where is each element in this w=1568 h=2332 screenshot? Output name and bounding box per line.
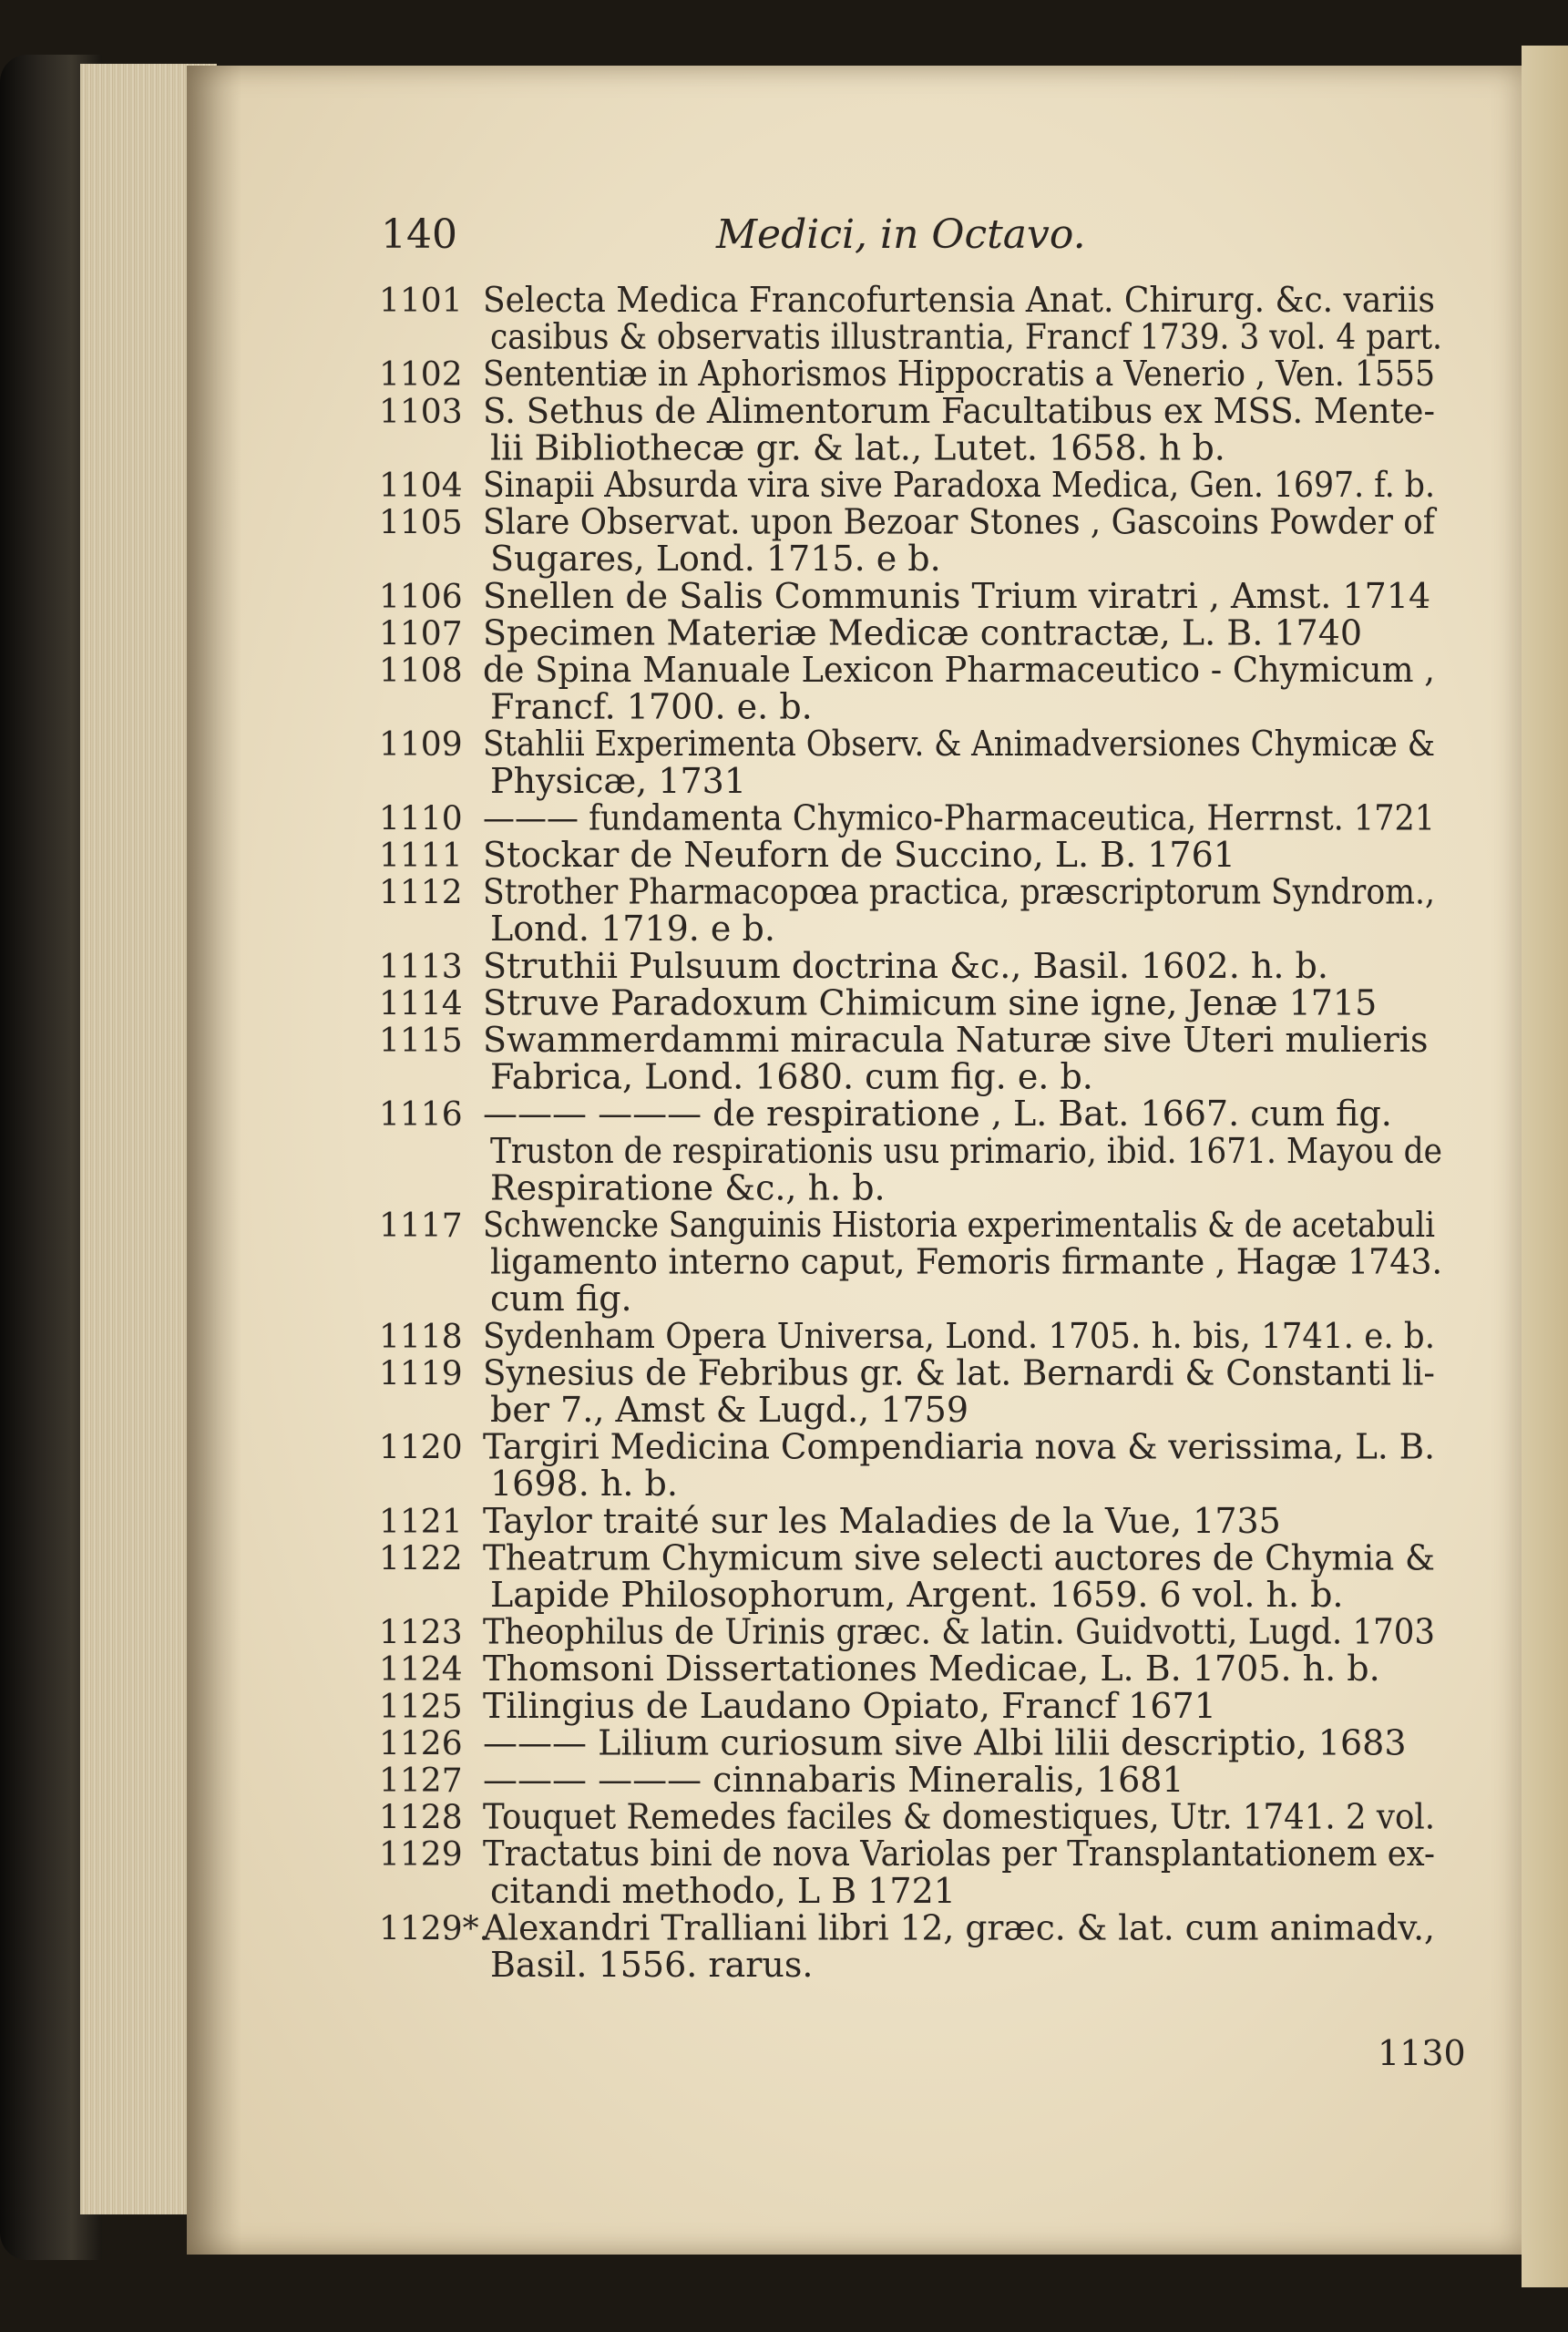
entry-text-line: cum fig.: [490, 1279, 632, 1320]
entry-number: 1105: [379, 504, 463, 542]
entry-number: 1102: [379, 356, 463, 395]
catalogue-entry: [379, 1316, 1435, 1356]
entry-text-line: Selecta Medica Francofurtensia Anat. Chirurg. &c. variis: [483, 280, 1435, 320]
catalogue-entry: [379, 1797, 1435, 1837]
entry-text-line: Stahlii Experimenta Observ. & Animadversiones Chymicæ &: [483, 724, 1435, 765]
next-page-edge: [1522, 46, 1568, 2287]
entry-text-line: Stockar de Neuforn de Succino, L. B. 1761: [483, 835, 1235, 875]
entry-number: 1128: [379, 1799, 463, 1837]
page-number: 140: [381, 211, 457, 258]
entry-text-line: Theatrum Chymicum sive selecti auctores de Chymia &: [483, 1537, 1435, 1578]
entry-number: 1111: [379, 837, 463, 875]
entry-number: 1119: [379, 1355, 463, 1393]
catalogue-entry: [379, 797, 1435, 837]
entry-text-line: Theophilus de Urinis græc. & latin. Guidvotti, Lugd. 1703: [483, 1611, 1435, 1652]
entry-text-line: Sugares, Lond. 1715. e b.: [490, 539, 941, 580]
entry-number: 1103: [379, 393, 463, 431]
entry-text-line: Schwencke Sanguinis Historia experimentalis & de acetabuli: [483, 1205, 1435, 1245]
catalogue-entry: [379, 835, 1235, 875]
catalogue-entry: [379, 612, 1362, 652]
entry-number: 1101: [379, 283, 463, 320]
entry-text-line: Fabrica, Lond. 1680. cum fig. e. b.: [490, 1056, 1093, 1097]
entry-number: 1113: [379, 948, 463, 986]
entry-number: 1115: [379, 1022, 463, 1060]
entry-text-line: ——— ——— de respiratione , L. Bat. 1667. cum fig.: [483, 1094, 1392, 1135]
entry-text-line: Physicæ, 1731: [490, 760, 747, 801]
entry-text-line: Swammerdammi miracula Naturæ sive Uteri mulieris: [483, 1020, 1429, 1060]
catalogue-entry: [379, 1501, 1281, 1541]
entry-text-line: Synesius de Febribus gr. & lat. Bernardi & Constanti li-: [483, 1352, 1435, 1393]
entry-number: 1129*.: [379, 1910, 490, 1948]
catalogue-entry: [379, 465, 1435, 505]
entry-text-line: Truston de respirationis usu primario, ibid. 1671. Mayou de: [490, 1130, 1442, 1171]
entry-text-line: Sydenham Opera Universa, Lond. 1705. h. bis, 1741. e. b.: [483, 1315, 1435, 1356]
entry-text-line: Tractatus bini de nova Variolas per Transplantationem ex-: [483, 1834, 1435, 1875]
entry-text-line: ber 7., Amst & Lugd., 1759: [490, 1390, 969, 1430]
entry-number: 1109: [379, 726, 463, 765]
entry-number: 1129: [379, 1836, 463, 1875]
entry-number: 1125: [379, 1688, 463, 1726]
catalogue-entry: [379, 1649, 1380, 1689]
entry-number: 1127: [379, 1762, 463, 1800]
entry-text-line: citandi methodo, L B 1721: [490, 1870, 956, 1911]
catalogue-entry: [379, 1760, 1184, 1800]
catalogue-entry: [379, 982, 1377, 1022]
entry-number: 1114: [379, 985, 463, 1023]
entry-text-line: Specimen Materiæ Medicæ contractæ, L. B. 1740: [483, 612, 1363, 653]
entry-text-line: Thomsoni Dissertationes Medicae, L. B. 1705. h. b.: [483, 1649, 1380, 1690]
gutter-shadow: [187, 66, 241, 2255]
catalogue-entry: [379, 354, 1435, 394]
entry-number: 1107: [379, 615, 463, 653]
entry-text-line: ligamento interno caput, Femoris firmante , Hagæ 1743.: [490, 1241, 1442, 1282]
entry-text-line: Snellen de Salis Communis Trium viratri , Amst. 1714: [483, 575, 1431, 616]
catalogue-entry: [379, 1537, 1435, 1615]
entry-text-line: Sententiæ in Aphorismos Hippocratis a Venerio , Ven. 1555: [483, 354, 1435, 395]
entry-text-line: Sinapii Absurda vira sive Paradoxa Medica, Gen. 1697. f. b.: [483, 465, 1435, 505]
entry-text-line: ——— fundamenta Chymico-Pharmaceutica, Herrnst. 1721: [483, 797, 1435, 838]
entry-text-line: Targiri Medicina Compendiaria nova & verissima, L. B.: [483, 1426, 1435, 1467]
entry-text-line: S. Sethus de Alimentorum Facultatibus ex MSS. Mente-: [483, 390, 1435, 431]
entry-number: 1118: [379, 1318, 463, 1356]
catalogue-entry: [379, 280, 1442, 357]
entry-number: 1123: [379, 1614, 463, 1652]
entry-text-line: Touquet Remedes faciles & domestiques, Utr. 1741. 2 vol.: [483, 1796, 1435, 1837]
entry-text-line: de Spina Manuale Lexicon Pharmaceutico - Chymicum ,: [483, 650, 1435, 690]
entry-text-line: lii Bibliothecæ gr. & lat., Lutet. 1658. h b.: [490, 427, 1225, 468]
entry-number: 1104: [379, 467, 463, 505]
entry-number: 1124: [379, 1651, 463, 1690]
entry-number: 1106: [379, 578, 463, 616]
entry-number: 1112: [379, 874, 463, 912]
entry-number: 1120: [379, 1429, 463, 1467]
entry-number: 1117: [379, 1207, 463, 1245]
catchword: 1130: [1378, 2033, 1466, 2073]
entry-text-line: Respiratione &c., h. b.: [490, 1167, 886, 1208]
entry-text-line: Lond. 1719. e b.: [490, 909, 775, 950]
entry-text-line: ——— Lilium curiosum sive Albi lilii descriptio, 1683: [483, 1722, 1407, 1763]
entry-text-line: Lapide Philosophorum, Argent. 1659. 6 vol. h. b.: [490, 1575, 1344, 1615]
catalogue-entry: [379, 1722, 1407, 1762]
catalogue-entry: [379, 946, 1328, 986]
entry-number: 1116: [379, 1096, 463, 1135]
entry-text-line: Slare Observat. upon Bezoar Stones , Gascoins Powder of: [483, 501, 1438, 542]
entry-text-line: Alexandri Tralliani libri 12, græc. & lat. cum animadv.,: [482, 1907, 1435, 1948]
entry-text-line: Francf. 1700. e. b.: [490, 686, 813, 727]
entry-text-line: ——— ——— cinnabaris Mineralis, 1681: [483, 1760, 1184, 1800]
entry-number: 1110: [379, 800, 463, 838]
entry-number: 1122: [379, 1540, 463, 1578]
entry-text-line: casibus & observatis illustrantia, Francf 1739. 3 vol. 4 part.: [490, 316, 1442, 357]
catalogue-entry: [379, 1686, 1216, 1726]
page-title: Medici, in Octavo.: [716, 211, 1086, 258]
entry-number: 1126: [379, 1725, 463, 1763]
entry-text-line: Tilingius de Laudano Opiato, Francf 1671: [483, 1685, 1216, 1726]
entry-text-line: Struve Paradoxum Chimicum sine igne, Jenæ 1715: [483, 982, 1378, 1023]
entry-number: 1121: [379, 1503, 463, 1541]
entry-text-line: Basil. 1556. rarus.: [490, 1945, 814, 1985]
entry-text-line: 1698. h. b.: [490, 1464, 678, 1505]
entry-text-line: Struthii Pulsuum doctrina &c., Basil. 1602. h. b.: [483, 945, 1328, 986]
catalogue-entries: [379, 280, 1442, 1985]
catalogue-entry: [379, 1612, 1435, 1652]
catalogue-entry: [379, 576, 1430, 616]
entry-text-line: Strother Pharmacopœa practica, præscriptorum Syndrom.,: [483, 871, 1435, 912]
entry-number: 1108: [379, 652, 463, 690]
entry-text-line: Taylor traité sur les Maladies de la Vue, 1735: [483, 1500, 1281, 1541]
